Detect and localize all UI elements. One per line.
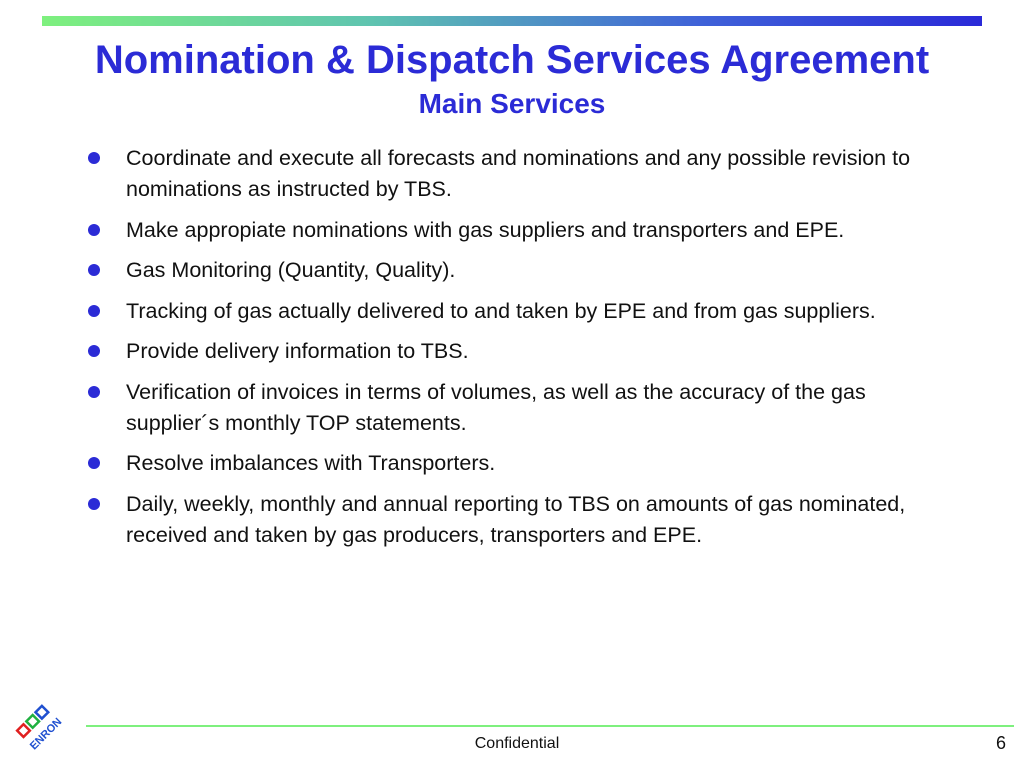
bullet-text: Verification of invoices in terms of volumes, as well as the accuracy of the gas supplier´s monthly TOP statements. <box>126 379 866 435</box>
bullet-item <box>86 336 946 367</box>
bullet-dot-icon <box>88 152 100 164</box>
slide-title: Nomination & Dispatch Services Agreement <box>94 38 930 82</box>
bullet-text: Coordinate and execute all forecasts and nominations and any possible revision to nominations as instructed by TBS. <box>126 146 911 201</box>
page-number: 6 <box>995 733 1006 753</box>
bullet-dot-icon <box>88 345 100 357</box>
bullet-item <box>86 143 946 205</box>
bullet-text: Daily, weekly, monthly and annual reporting to TBS on amounts of gas nominated, received and taken by gas producers, transporters and EPE. <box>126 491 906 547</box>
bullet-dot-icon <box>88 224 100 236</box>
bullet-item <box>86 296 946 327</box>
bullet-text: Make appropiate nominations with gas suppliers and transporters and EPE. <box>126 217 845 242</box>
slide-subtitle: Main Services <box>418 88 606 119</box>
bullet-item <box>86 215 946 246</box>
bullet-text: Tracking of gas actually delivered to and taken by EPE and from gas suppliers. <box>126 298 876 323</box>
bullet-text: Resolve imbalances with Transporters. <box>126 451 496 475</box>
bullet-dot-icon <box>88 386 100 398</box>
bullet-item <box>86 448 946 479</box>
bullet-text: Gas Monitoring (Quantity, Quality). <box>126 258 456 282</box>
logo-text: ENRON <box>27 715 65 753</box>
bullet-dot-icon <box>88 305 100 317</box>
bullet-list <box>86 143 946 560</box>
bullet-dot-icon <box>88 498 100 510</box>
top-gradient-bar <box>42 16 982 26</box>
bullet-item <box>86 489 946 551</box>
bullet-dot-icon <box>88 264 100 276</box>
footer-rule <box>86 725 1014 727</box>
bullet-item <box>86 377 946 439</box>
bullet-item <box>86 255 946 286</box>
footer-confidential-label: Confidential <box>474 735 560 752</box>
enron-logo <box>10 698 78 766</box>
bullet-dot-icon <box>88 457 100 469</box>
bullet-text: Provide delivery information to TBS. <box>126 339 469 363</box>
